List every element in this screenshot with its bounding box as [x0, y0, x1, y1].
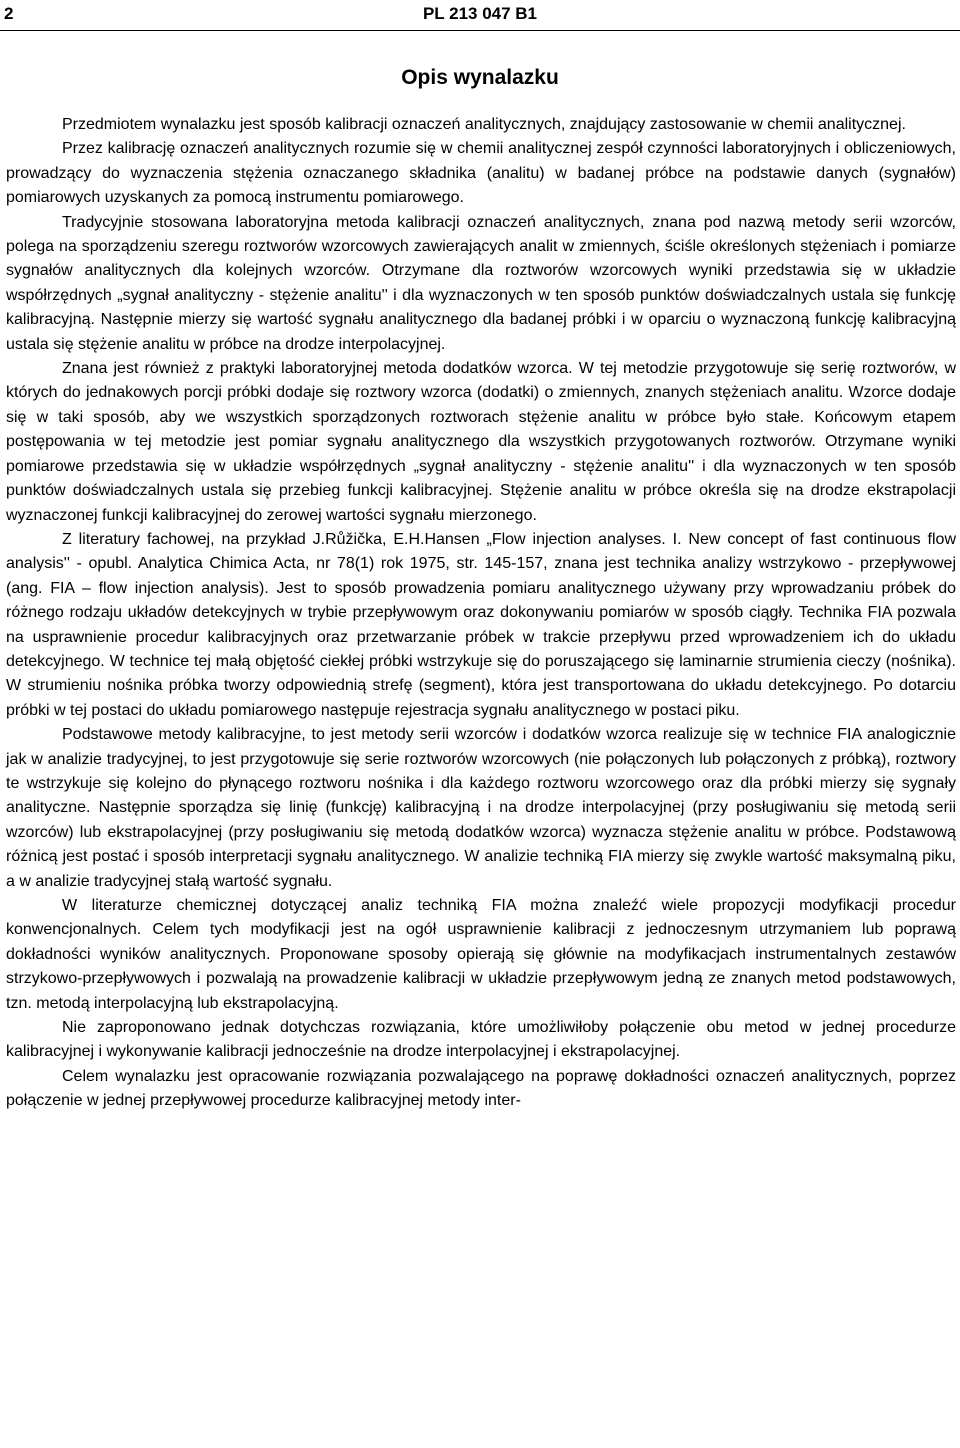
paragraph: W literaturze chemicznej dotyczącej analiz techniką FIA można znaleźć wiele propozycji modyfikacji procedur konwencjonalnych. Celem tych modyfikacji jest na ogół usprawnienie kalibracji z jednoczesnym utrzymaniem lub poprawą dokładności wyników analitycznych. Proponowane sposoby opierają się głównie na modyfikacjach instrumentalnych zestawów strzykowo-przepływowych i pozwalają na prowadzenie kalibracji w układzie przepływowym jedną ze znanych metod podstawowych, tzn. metodą interpolacyjną lub ekstrapolacyjną.	[6, 897, 956, 1012]
paragraph: Przedmiotem wynalazku jest sposób kalibracji oznaczeń analitycznych, znajdujący zastosowanie w chemii analitycznej.	[62, 116, 906, 133]
patent-id: PL 213 047 B1	[422, 4, 538, 23]
page-number: 2	[4, 4, 14, 23]
paragraph: Z literatury fachowej, na przykład J.Růžička, E.H.Hansen „Flow injection analyses. I. New concept of fast continuous flow analysis'' - opubl. Analytica Chimica Acta, nr 78(1) rok 1975, str. 145-157, znana jest technika analizy wstrzykowo - przepływowej (ang. FIA – flow injection analysis). Jest to sposób prowadzenia pomiaru analitycznego używany przy wprowadzaniu próbek do różnego rodzaju układów detekcyjnych w trybie przepływowym oraz dokonywaniu pomiarów w sposób ciągły. Technika FIA pozwala na usprawnienie procedur kalibracyjnych oraz przetwarzanie próbek w trakcie przepływu przed wprowadzeniem ich do układu detekcyjnego. W technice tej małą objętość ciekłej próbki wstrzykuje się do poruszającego się laminarnie strumienia cieczy (nośnika). W strumieniu nośnika próbka tworzy odpowiednią strefę (segment), która jest transportowana do układu detekcyjnego. Po dotarciu próbki w tej postaci do układu pomiarowego następuje rejestracja sygnału analitycznego w postaci piku.	[6, 530, 956, 719]
paragraph: Podstawowe metody kalibracyjne, to jest metody serii wzorców i dodatków wzorca realizuje się w technice FIA analogicznie jak w analizie tradycyjnej, to jest przygotowuje się serie roztworów wzorcowych (nie połączonych lub połączonych z próbką), roztwory te wstrzykuje się kolejno do płynącego roztworu nośnika i dla każdego roztworu wzorcowego oraz dla próbki mierzy się sygnały analityczne. Następnie sporządza się linię (funkcję) kalibracyjną i na drodze interpolacyjnej (przy posługiwaniu się metodą serii wzorców) lub ekstrapolacyjnej (przy posługiwaniu się metodą dodatków wzorca) wyznacza stężenie analitu w próbce. Podstawową różnicą jest postać i sposób interpretacji sygnału analitycznego. W analizie techniką FIA mierzy się zwykle wartość maksymalną piku, a w analizie tradycyjnej stałą wartość sygnału.	[6, 726, 956, 890]
document-title: Opis wynalazku	[401, 66, 559, 89]
paragraph: Znana jest również z praktyki laboratoryjnej metoda dodatków wzorca. W tej metodzie przygotowuje się serię roztworów, w których do jednakowych porcji próbki dodaje się roztwory wzorca (dodatki) o zmiennych, znanych stężeniach analitu. Wzorce dodaje się w taki sposób, aby we wszystkich sporządzonych roztworach stężenie analitu w próbce było stałe. Końcowym etapem postępowania w tej metodzie jest pomiar sygnału analitycznego dla wszystkich przygotowanych roztworów. Otrzymane wyniki pomiarowe przedstawia się w układzie współrzędnych „sygnał analityczny - stężenie analitu'' i dla wyznaczonych w ten sposób punktów doświadczalnych ustala się przebieg funkcji kalibracyjnej. Stężenie analitu w próbce określa się na drodze ekstrapolacji wyznaczonej funkcji kalibracyjnej do zerowej wartości sygnału mierzonego.	[6, 360, 956, 524]
header-rule	[0, 30, 960, 31]
paragraph: Przez kalibrację oznaczeń analitycznych rozumie się w chemii analitycznej zespół czynności laboratoryjnych i obliczeniowych, prowadzący do wyznaczenia stężenia oznaczanego składnika (analitu) w badanej próbce na podstawie danych (sygnałów) pomiarowych uzyskanych za pomocą instrumentu pomiarowego.	[6, 140, 956, 207]
paragraph: Celem wynalazku jest opracowanie rozwiązania pozwalającego na poprawę dokładności oznaczeń analitycznych, poprzez połączenie w jednej przepływowej procedurze kalibracyjnej metody inter-	[6, 1067, 956, 1110]
paragraph: Nie zaproponowano jednak dotychczas rozwiązania, które umożliwiłoby połączenie obu metod w jednej procedurze kalibracyjnej i wykonywanie kalibracji jednocześnie na drodze interpolacyjnej i ekstrapolacyjnej.	[6, 1019, 956, 1061]
paragraph: Tradycyjnie stosowana laboratoryjna metoda kalibracji oznaczeń analitycznych, znana pod nazwą metody serii wzorców, polega na sporządzeniu szeregu roztworów wzorcowych zawierających analit w zmiennych, ściśle określonych stężeniach i pomiarze sygnałów analitycznych dla kolejnych wzorców. Otrzymane dla roztworów wzorcowych wyniki przedstawia się w układzie współrzędnych „sygnał analityczny - stężenie analitu'' i dla wyznaczonych w ten sposób punktów doświadczalnych ustala się funkcję kalibracyjną. Następnie mierzy się wartość sygnału analitycznego dla badanej próbki i w oparciu o wyznaczoną funkcję kalibracyjną ustala się stężenie analitu w próbce na drodze interpolacyjnej.	[6, 213, 956, 353]
document-body	[6, 113, 956, 1114]
